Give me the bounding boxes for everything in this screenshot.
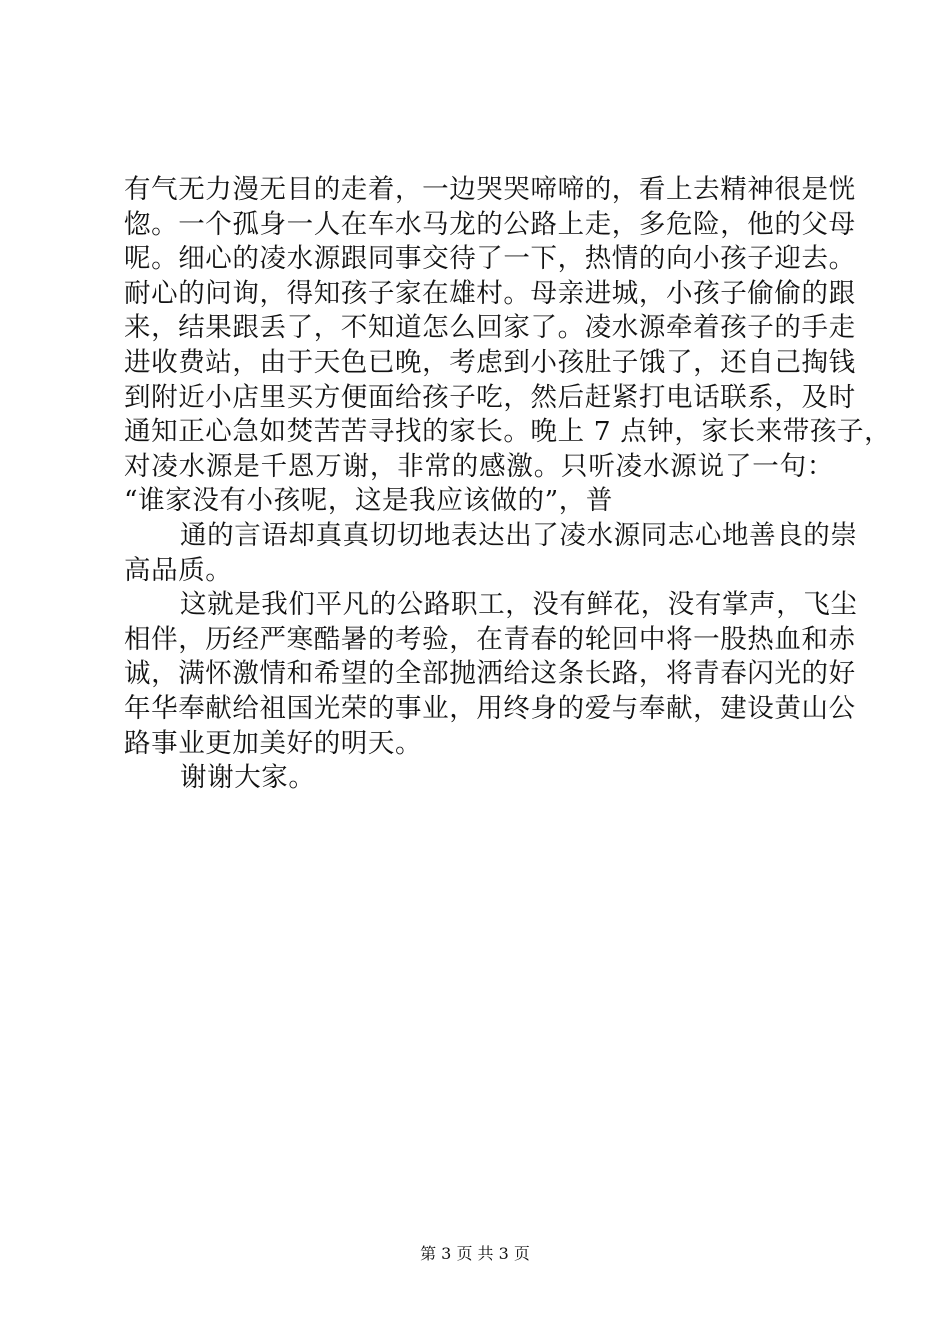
- text-line: 到附近小店里买方便面给孩子吃，然后赶紧打电话联系，及时: [124, 381, 856, 413]
- text-line: 谢谢大家。: [180, 762, 316, 794]
- text-line: 这就是我们平凡的公路职工，没有鲜花，没有掌声，飞尘: [180, 589, 858, 621]
- text-line: 进收费站，由于天色已晚，考虑到小孩肚子饿了，还自己掏钱: [124, 346, 856, 378]
- text-line: 高品质。: [124, 554, 233, 586]
- page-footer: 第 3 页 共 3 页: [420, 1244, 530, 1263]
- text-line: 来，结果跟丢了，不知道怎么回家了。凌水源牵着孩子的手走: [124, 312, 856, 344]
- text-line: 相伴，历经严寒酷暑的考验，在青春的轮回中将一股热血和赤: [124, 623, 856, 655]
- text-line: “谁家没有小孩呢，这是我应该做的”，普: [124, 485, 613, 517]
- text-line: 路事业更加美好的明天。: [124, 727, 423, 759]
- text-line: 诚，满怀激情和希望的全部抛洒给这条长路，将青春闪光的好: [124, 658, 856, 690]
- text-line: 年华奉献给祖国光荣的事业，用终身的爱与奉献，建设黄山公: [124, 692, 856, 724]
- text-line: 惚。一个孤身一人在车水马龙的公路上走，多危险，他的父母: [124, 208, 856, 240]
- text-line: 通的言语却真真切切地表达出了凌水源同志心地善良的崇: [180, 519, 858, 551]
- text-line: 耐心的问询，得知孩子家在雄村。母亲进城，小孩子偷偷的跟: [124, 277, 856, 309]
- text-line: 呢。细心的凌水源跟同事交待了一下，热情的向小孩子迎去。: [124, 243, 856, 275]
- document-body: [124, 173, 892, 796]
- text-line: 对凌水源是千恩万谢，非常的感激。只听凌水源说了一句：: [124, 450, 834, 482]
- text-line: 通知正心急如焚苦苦寻找的家长。晚上 7 点钟，家长来带孩子，: [124, 416, 892, 448]
- text-line: 有气无力漫无目的走着，一边哭哭啼啼的，看上去精神很是恍: [124, 174, 856, 205]
